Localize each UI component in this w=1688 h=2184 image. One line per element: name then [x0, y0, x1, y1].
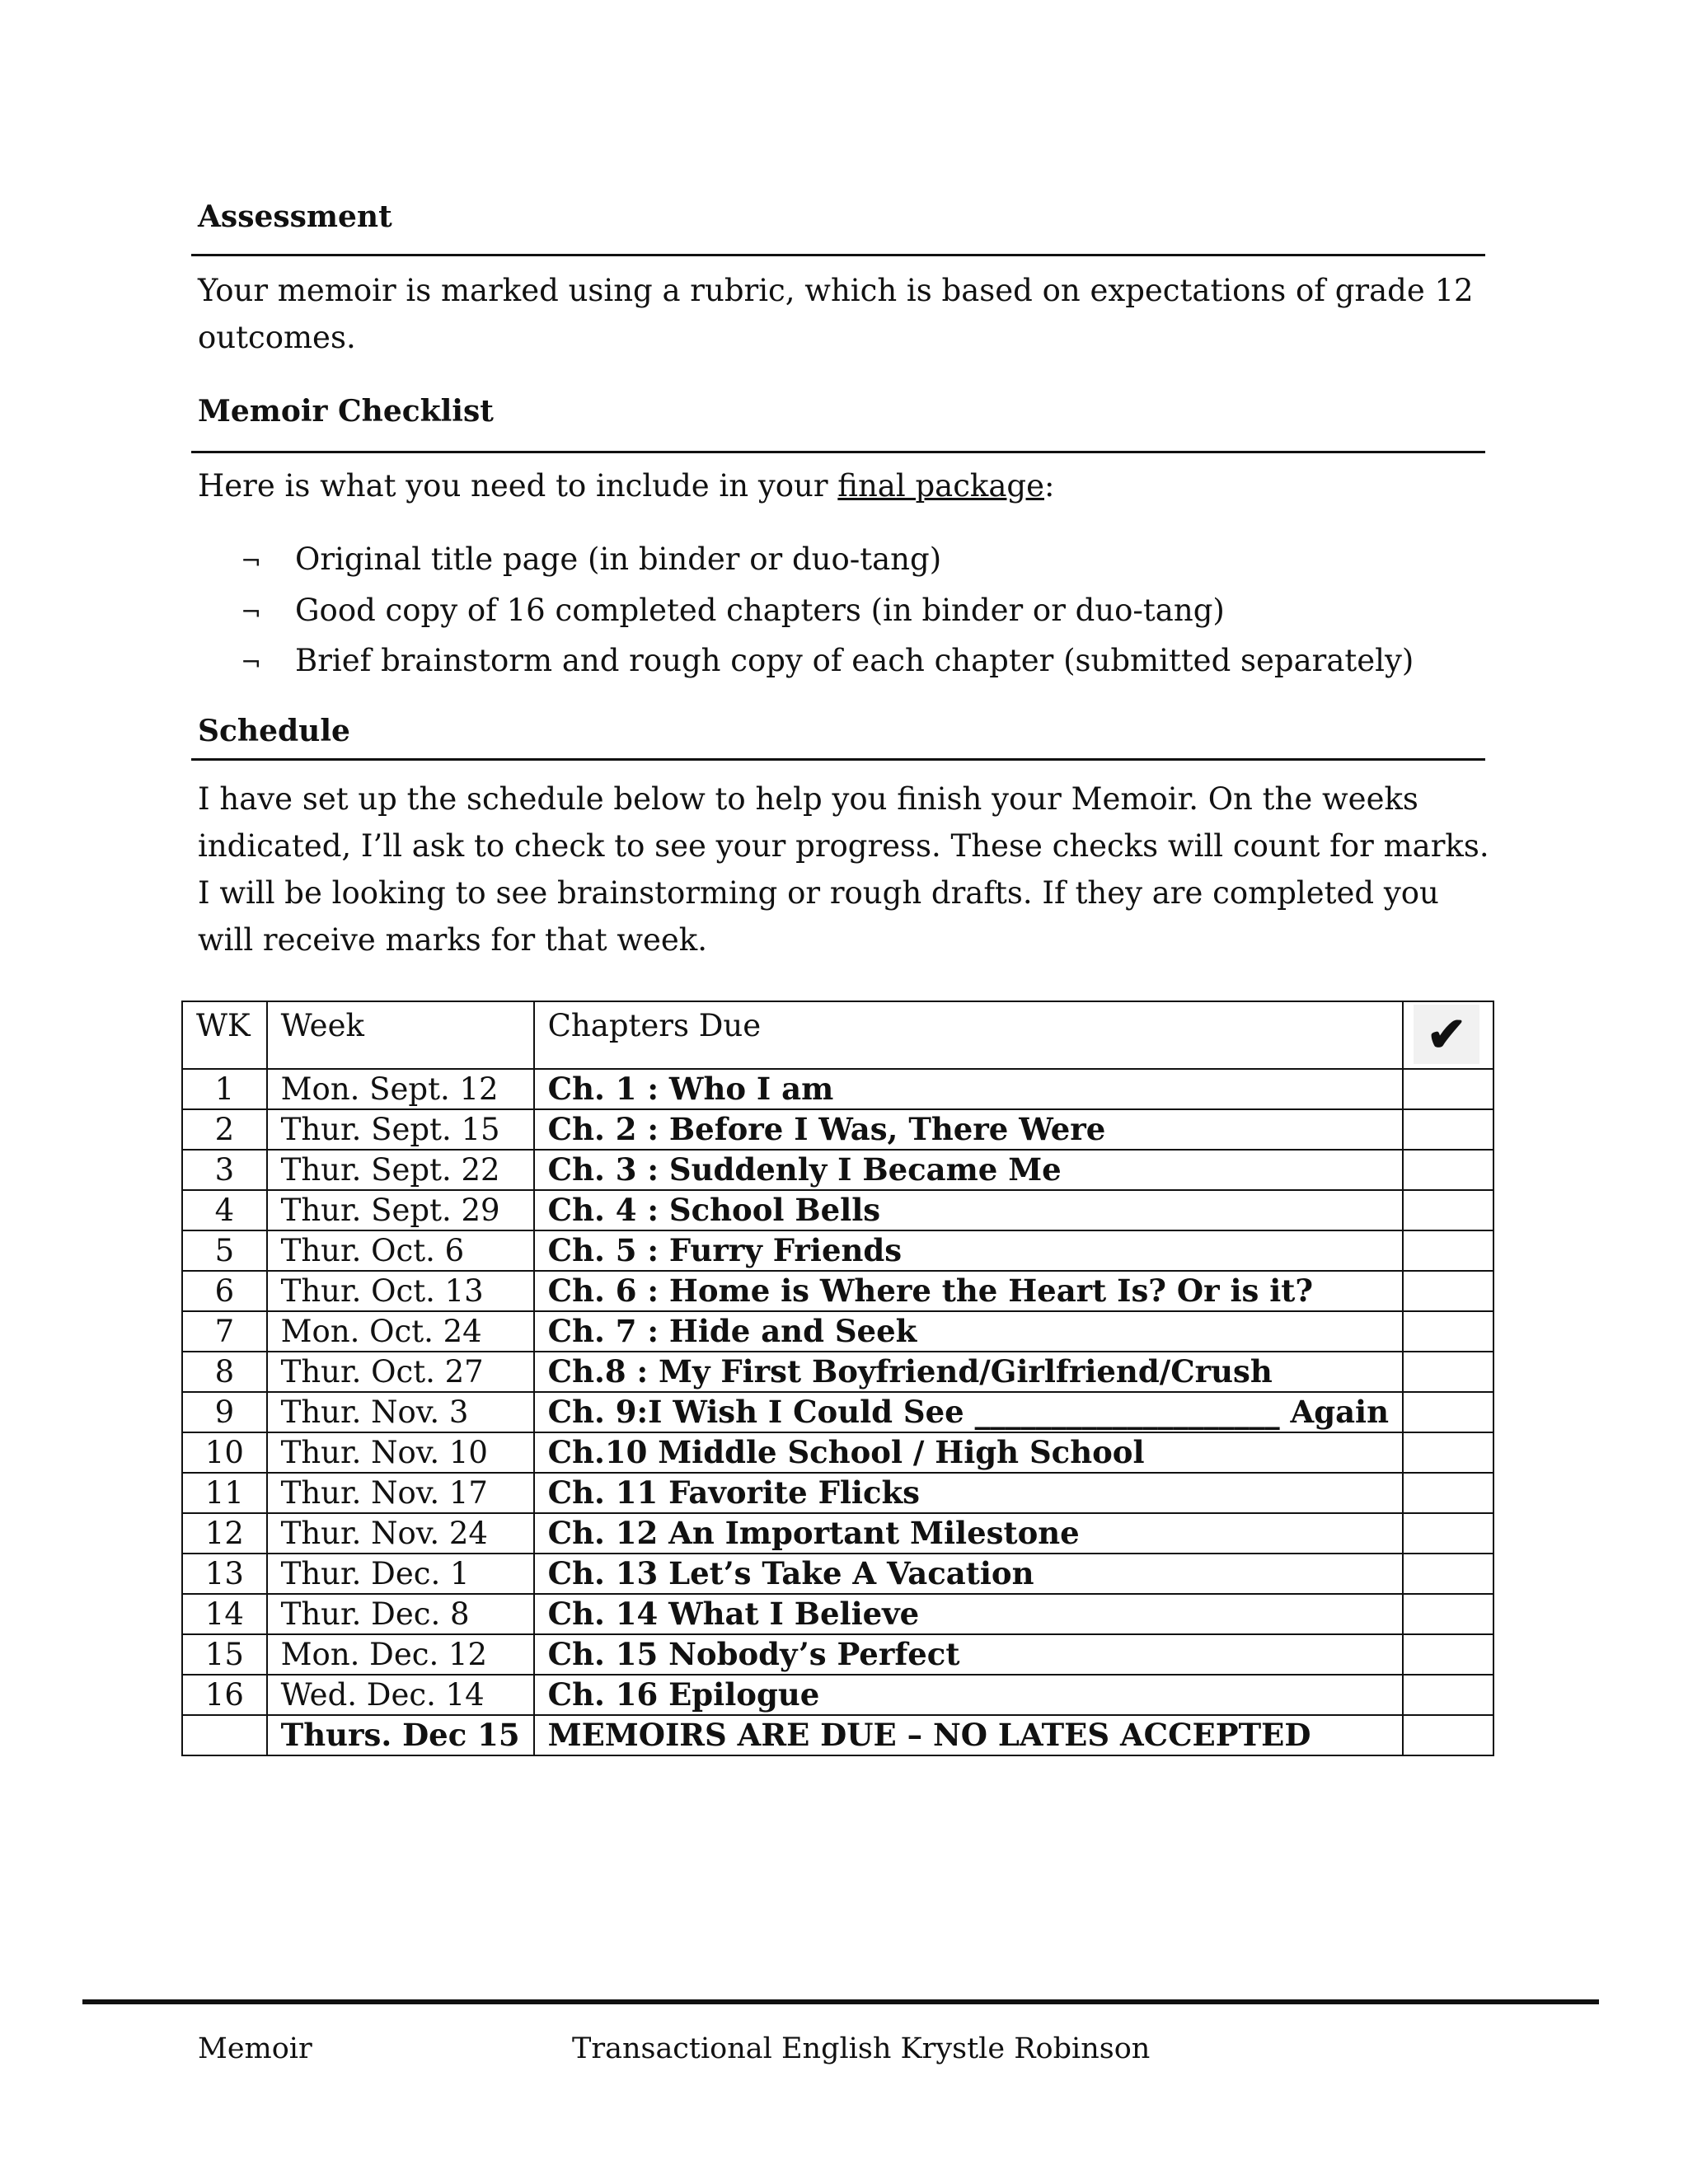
table-row: [182, 1594, 1493, 1634]
cell-chapter: Ch. 6 : Home is Where the Heart Is? Or is it?: [534, 1271, 1403, 1311]
checklist-intro-text: Here is what you need to include in your: [198, 468, 838, 504]
cell-week: Thur. Nov. 17: [267, 1473, 534, 1513]
cell-chapter: Ch. 2 : Before I Was, There Were: [534, 1109, 1403, 1150]
checklist-heading: Memoir Checklist: [198, 394, 494, 429]
cell-chapter: Ch.8 : My First Boyfriend/Girlfriend/Crush: [534, 1352, 1403, 1392]
cell-check: [1403, 1190, 1493, 1230]
list-item: [241, 587, 1414, 638]
not-sign-bullet-icon: ¬: [241, 649, 262, 677]
cell-week: Thur. Nov. 10: [267, 1432, 534, 1473]
cell-check: [1403, 1554, 1493, 1594]
cell-week: Thurs. Dec 15: [267, 1715, 534, 1755]
cell-wk: 11: [182, 1473, 267, 1513]
cell-week: Mon. Oct. 24: [267, 1311, 534, 1352]
cell-week: Thur. Sept. 29: [267, 1190, 534, 1230]
table-row: [182, 1432, 1493, 1473]
cell-wk: 9: [182, 1392, 267, 1432]
column-header-chapters: Chapters Due: [534, 1001, 1403, 1069]
cell-wk: 4: [182, 1190, 267, 1230]
table-row: [182, 1634, 1493, 1675]
cell-week: Thur. Oct. 27: [267, 1352, 534, 1392]
cell-wk: 1: [182, 1069, 267, 1109]
cell-check: [1403, 1352, 1493, 1392]
cell-chapter: Ch. 5 : Furry Friends: [534, 1230, 1403, 1271]
cell-wk: 2: [182, 1109, 267, 1150]
cell-chapter: Ch. 12 An Important Milestone: [534, 1513, 1403, 1554]
cell-wk: 5: [182, 1230, 267, 1271]
schedule-text: I have set up the schedule below to help you finish your Memoir. On the weeks indicated, I’ll ask to check to see your progress. These checks will count for marks. I will be looking to see brainstorming or rough drafts. If they are completed you will receive marks for that week.: [198, 781, 1489, 958]
table-row: [182, 1190, 1493, 1230]
checklist-items: [241, 536, 1414, 688]
table-row: [182, 1473, 1493, 1513]
cell-week: Thur. Dec. 8: [267, 1594, 534, 1634]
cell-chapter: Ch. 9:I Wish I Could See ____________________ Again: [534, 1392, 1403, 1432]
cell-week: Thur. Nov. 3: [267, 1392, 534, 1432]
table-row: [182, 1311, 1493, 1352]
table-row: [182, 1352, 1493, 1392]
cell-week: Thur. Oct. 6: [267, 1230, 534, 1271]
footer-rule: [82, 1999, 1599, 2004]
cell-check: [1403, 1513, 1493, 1554]
checkmark-icon: ✔: [1414, 1005, 1479, 1064]
cell-check: [1403, 1634, 1493, 1675]
footer-center: Transactional English Krystle Robinson: [572, 2032, 1151, 2065]
not-sign-bullet-icon: ¬: [241, 598, 262, 627]
table-row: [182, 1230, 1493, 1271]
cell-check: [1403, 1594, 1493, 1634]
section-divider: [191, 758, 1485, 761]
cell-wk: 7: [182, 1311, 267, 1352]
cell-week: Wed. Dec. 14: [267, 1675, 534, 1715]
checklist-intro-colon: :: [1044, 468, 1055, 504]
schedule-heading: Schedule: [198, 714, 350, 748]
cell-wk: 15: [182, 1634, 267, 1675]
cell-check: [1403, 1715, 1493, 1755]
schedule-body: [182, 1069, 1493, 1755]
table-row: [182, 1513, 1493, 1554]
cell-chapter: Ch. 1 : Who I am: [534, 1069, 1403, 1109]
cell-wk: 14: [182, 1594, 267, 1634]
column-header-check: [1403, 1001, 1493, 1069]
checklist-intro: [198, 462, 1500, 509]
list-item-text: Brief brainstorm and rough copy of each chapter (submitted separately): [295, 643, 1414, 678]
cell-wk: 12: [182, 1513, 267, 1554]
cell-chapter: MEMOIRS ARE DUE – NO LATES ACCEPTED: [534, 1715, 1403, 1755]
assessment-text: Your memoir is marked using a rubric, which is based on expectations of grade 12 outcomes.: [198, 273, 1474, 355]
final-package-underlined: final package: [837, 468, 1044, 504]
cell-wk: 6: [182, 1271, 267, 1311]
cell-check: [1403, 1432, 1493, 1473]
cell-wk: 10: [182, 1432, 267, 1473]
list-item: [241, 637, 1414, 688]
cell-week: Thur. Nov. 24: [267, 1513, 534, 1554]
not-sign-bullet-icon: ¬: [241, 547, 262, 576]
cell-chapter: Ch. 14 What I Believe: [534, 1594, 1403, 1634]
list-item-text: Good copy of 16 completed chapters (in binder or duo-tang): [295, 592, 1225, 628]
section-divider: [191, 254, 1485, 256]
cell-chapter: Ch. 15 Nobody’s Perfect: [534, 1634, 1403, 1675]
cell-week: Thur. Sept. 15: [267, 1109, 534, 1150]
cell-wk: 13: [182, 1554, 267, 1594]
table-row: [182, 1554, 1493, 1594]
assessment-heading: Assessment: [198, 199, 392, 234]
cell-check: [1403, 1392, 1493, 1432]
cell-check: [1403, 1150, 1493, 1190]
section-divider: [191, 451, 1485, 453]
cell-week: Mon. Sept. 12: [267, 1069, 534, 1109]
cell-chapter: Ch.10 Middle School / High School: [534, 1432, 1403, 1473]
cell-week: Thur. Dec. 1: [267, 1554, 534, 1594]
footer-left: Memoir: [198, 2032, 312, 2065]
cell-week: Thur. Sept. 22: [267, 1150, 534, 1190]
cell-wk: 8: [182, 1352, 267, 1392]
schedule-table: [181, 1001, 1494, 1756]
cell-check: [1403, 1311, 1493, 1352]
table-row: [182, 1271, 1493, 1311]
cell-chapter: Ch. 4 : School Bells: [534, 1190, 1403, 1230]
list-item-text: Original title page (in binder or duo-tang): [295, 541, 942, 577]
cell-check: [1403, 1230, 1493, 1271]
cell-wk: [182, 1715, 267, 1755]
table-row: [182, 1069, 1493, 1109]
cell-week: Thur. Oct. 13: [267, 1271, 534, 1311]
cell-check: [1403, 1069, 1493, 1109]
cell-week: Mon. Dec. 12: [267, 1634, 534, 1675]
table-row: [182, 1150, 1493, 1190]
list-item: [241, 536, 1414, 587]
cell-chapter: Ch. 3 : Suddenly I Became Me: [534, 1150, 1403, 1190]
table-row: [182, 1109, 1493, 1150]
table-row: [182, 1392, 1493, 1432]
cell-chapter: Ch. 16 Epilogue: [534, 1675, 1403, 1715]
column-header-wk: WK: [182, 1001, 267, 1069]
cell-check: [1403, 1473, 1493, 1513]
table-row: [182, 1715, 1493, 1755]
cell-check: [1403, 1109, 1493, 1150]
table-header-row: [182, 1001, 1493, 1069]
cell-check: [1403, 1675, 1493, 1715]
table-row: [182, 1675, 1493, 1715]
cell-chapter: Ch. 7 : Hide and Seek: [534, 1311, 1403, 1352]
cell-wk: 3: [182, 1150, 267, 1190]
column-header-week: Week: [267, 1001, 534, 1069]
cell-check: [1403, 1271, 1493, 1311]
cell-chapter: Ch. 13 Let’s Take A Vacation: [534, 1554, 1403, 1594]
cell-chapter: Ch. 11 Favorite Flicks: [534, 1473, 1403, 1513]
cell-wk: 16: [182, 1675, 267, 1715]
